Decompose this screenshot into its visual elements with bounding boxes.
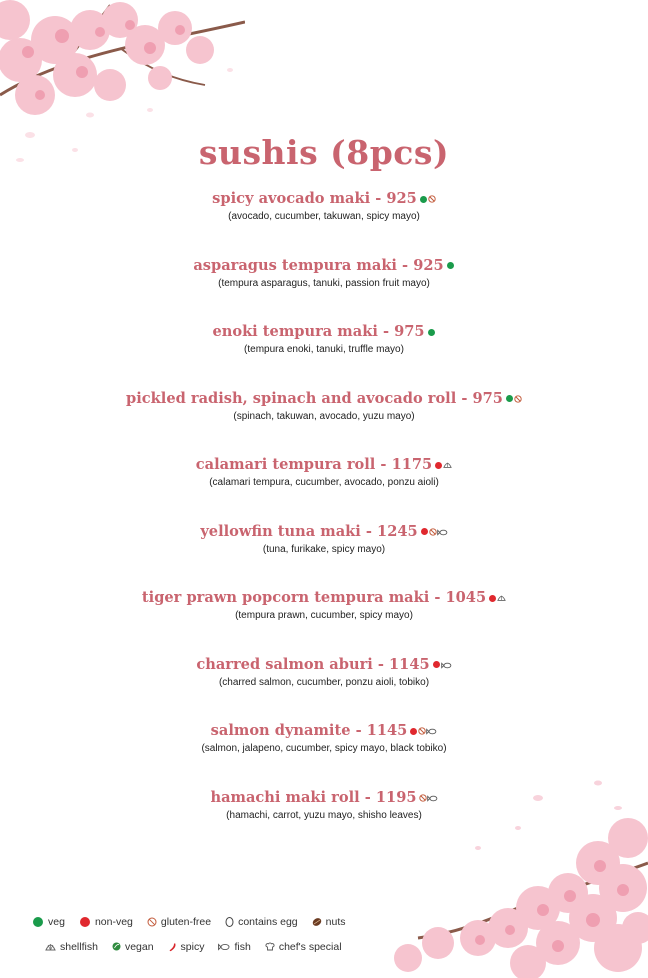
shellfish-icon xyxy=(45,942,56,952)
veg-icon xyxy=(428,329,435,336)
menu-item-description: (tempura asparagus, tanuki, passion fruit mayo) xyxy=(218,277,430,289)
legend-fish-label: fish xyxy=(234,940,251,953)
legend-veg-label: veg xyxy=(48,915,65,928)
legend-shellfish xyxy=(45,941,98,953)
legend-non-veg xyxy=(79,916,133,928)
menu-item xyxy=(0,521,648,588)
dietary-icons xyxy=(505,388,522,410)
menu-item xyxy=(0,587,648,654)
legend-contains-egg-label: contains egg xyxy=(238,915,298,928)
menu-item-name-text: salmon dynamite - 1145 xyxy=(210,722,408,739)
egg-icon xyxy=(225,916,234,927)
shellfish-icon xyxy=(443,454,452,476)
menu-item-name-text: tiger prawn popcorn tempura maki - 1045 xyxy=(141,589,487,606)
dietary-legend xyxy=(32,909,360,959)
nuts-icon xyxy=(312,917,322,927)
non-veg-icon xyxy=(80,917,90,927)
gluten-free-icon xyxy=(428,188,436,210)
legend-spicy-label: spicy xyxy=(180,940,205,953)
menu-item-description: (salmon, jalapeno, cucumber, spicy mayo, black tobiko) xyxy=(201,743,447,754)
chef-hat-icon xyxy=(265,942,275,951)
legend-nuts xyxy=(312,916,346,928)
vegan-leaf-icon xyxy=(112,942,121,951)
menu-item-name xyxy=(0,720,648,742)
legend-nuts-label: nuts xyxy=(325,915,346,928)
menu-item-description: (tempura prawn, cucumber, spicy mayo) xyxy=(235,610,413,621)
dietary-icons xyxy=(427,321,436,343)
menu-section-title: sushis (8pcs) xyxy=(198,133,450,172)
non-veg-icon xyxy=(433,661,440,668)
menu-item-description: (calamari tempura, cucumber, avocado, ponzu aioli) xyxy=(209,477,439,488)
non-veg-icon xyxy=(489,595,496,602)
menu-item xyxy=(0,388,648,455)
menu-item xyxy=(0,188,648,255)
menu-item-name-text: hamachi maki roll - 1195 xyxy=(210,788,417,806)
menu-item-name xyxy=(0,321,648,343)
legend-spicy xyxy=(168,941,205,953)
dietary-icons xyxy=(419,787,438,809)
fish-icon xyxy=(427,787,438,809)
menu-item-name xyxy=(0,188,648,210)
menu-item xyxy=(0,321,648,388)
non-veg-icon xyxy=(435,462,442,469)
legend-gluten-free xyxy=(147,916,211,928)
non-veg-icon xyxy=(410,728,417,735)
veg-icon xyxy=(420,196,427,203)
fish-icon xyxy=(437,521,448,543)
menu-item-name xyxy=(0,587,648,609)
menu-item-name-text: charred salmon aburi - 1145 xyxy=(196,655,430,673)
menu-item-description: (spinach, takuwan, avocado, yuzu mayo) xyxy=(233,410,415,422)
gluten-free-icon xyxy=(418,720,426,742)
legend-gluten-free-label: gluten-free xyxy=(160,915,212,928)
veg-icon xyxy=(447,262,454,269)
fish-icon xyxy=(218,943,230,951)
menu-item-name-text: calamari tempura roll - 1175 xyxy=(195,456,433,473)
menu-item-name xyxy=(0,521,648,543)
menu-item-name-text: pickled radish, spinach and avocado roll - 975 xyxy=(126,389,503,407)
legend-contains-egg xyxy=(225,916,298,928)
menu-item-description: (tempura enoki, tanuki, truffle mayo) xyxy=(244,344,404,355)
dietary-icons xyxy=(446,255,455,277)
menu-item-description: (avocado, cucumber, takuwan, spicy mayo) xyxy=(228,211,420,222)
menu-item-name-text: enoki tempura maki - 975 xyxy=(212,323,425,340)
menu-item-name xyxy=(0,255,648,277)
veg-icon xyxy=(33,917,43,927)
legend-vegan-label: vegan xyxy=(124,940,154,953)
dietary-icons xyxy=(419,188,436,210)
gluten-free-icon xyxy=(514,388,522,410)
menu-item-name-text: spicy avocado maki - 925 xyxy=(212,190,417,207)
menu-item-description: (tuna, furikake, spicy mayo) xyxy=(262,543,386,555)
dietary-icons xyxy=(432,654,452,676)
chili-icon xyxy=(168,942,177,952)
shellfish-icon xyxy=(497,587,506,609)
menu-item-name-text: asparagus tempura maki - 925 xyxy=(193,256,444,274)
menu-item-name xyxy=(0,388,648,410)
fish-icon xyxy=(441,654,452,676)
non-veg-icon xyxy=(421,528,428,535)
legend-shellfish-label: shellfish xyxy=(60,940,98,953)
legend-non-veg-label: non-veg xyxy=(94,915,133,928)
dietary-icons xyxy=(434,454,452,476)
legend-fish xyxy=(218,941,250,953)
dietary-icons xyxy=(409,720,437,742)
legend-vegan xyxy=(112,941,154,953)
dietary-icons xyxy=(488,587,506,609)
menu-item-description: (charred salmon, cucumber, ponzu aioli, tobiko) xyxy=(218,676,430,688)
legend-chefs-special-label: chef's special xyxy=(278,940,342,953)
menu-item xyxy=(0,454,648,521)
dietary-icons xyxy=(420,521,448,543)
veg-icon xyxy=(506,395,513,402)
gluten-free-icon xyxy=(147,917,157,927)
menu-item-name xyxy=(0,454,648,476)
menu-item xyxy=(0,255,648,322)
gluten-free-icon xyxy=(429,521,437,543)
gluten-free-icon xyxy=(419,787,427,809)
menu-item-name-text: yellowfin tuna maki - 1245 xyxy=(200,522,418,540)
fish-icon xyxy=(426,720,437,742)
legend-chefs-special xyxy=(265,941,342,953)
menu-item-name xyxy=(0,654,648,676)
menu-item xyxy=(0,787,648,854)
menu-item-name xyxy=(0,787,648,809)
menu-item xyxy=(0,654,648,721)
menu-item xyxy=(0,720,648,787)
menu-item-description: (hamachi, carrot, yuzu mayo, shisho leaves) xyxy=(226,809,422,821)
menu-item-list xyxy=(0,188,648,853)
legend-veg xyxy=(32,916,65,928)
